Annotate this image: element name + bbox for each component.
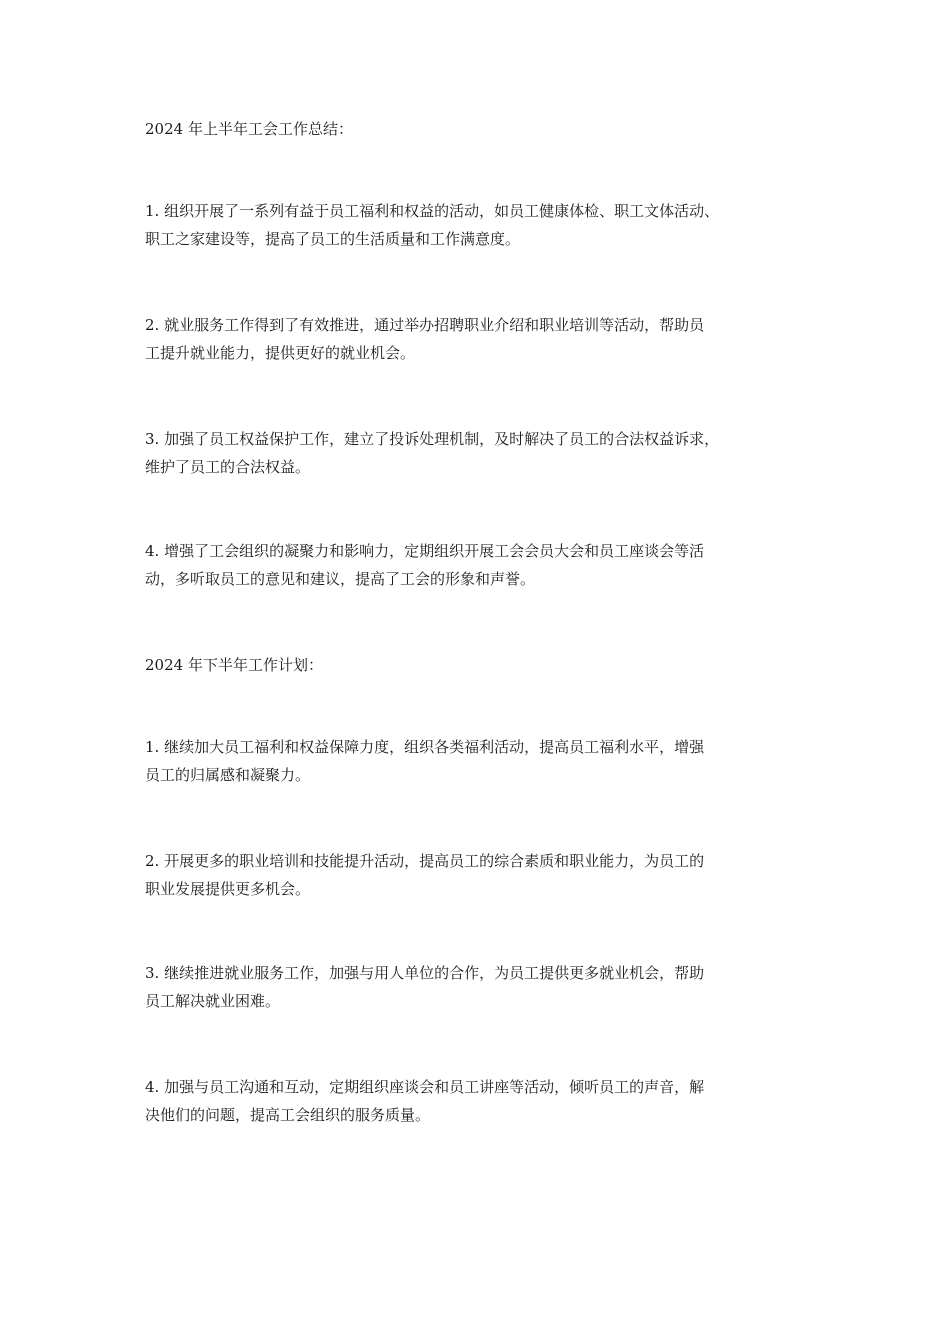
plan-item-3 xyxy=(145,959,704,1015)
paragraph-line: 3. 继续推进就业服务工作，加强与用人单位的合作，为员工提供更多就业机会，帮助 xyxy=(145,964,705,982)
paragraph-line: 员工的归属感和凝聚力。 xyxy=(145,766,311,784)
paragraph-line: 4. 增强了工会组织的凝聚力和影响力，定期组织开展工会会员大会和员工座谈会等活 xyxy=(145,542,705,560)
plan-item-2 xyxy=(145,847,704,903)
summary-item-4 xyxy=(145,537,704,593)
heading-text: 2024 年下半年工作计划： xyxy=(145,656,323,674)
plan-item-4 xyxy=(145,1073,704,1129)
section-heading-second-half-plan xyxy=(145,651,323,679)
paragraph-line: 维护了员工的合法权益。 xyxy=(145,458,311,476)
paragraph-line: 职业发展提供更多机会。 xyxy=(145,880,311,898)
paragraph-line: 2. 就业服务工作得到了有效推进，通过举办招聘职业介绍和职业培训等活动，帮助员 xyxy=(145,316,705,334)
summary-item-3 xyxy=(145,425,719,481)
paragraph-line: 4. 加强与员工沟通和互动，定期组织座谈会和员工讲座等活动，倾听员工的声音，解 xyxy=(145,1078,705,1096)
paragraph-line: 1. 组织开展了一系列有益于员工福利和权益的活动，如员工健康体检、职工文体活动、 xyxy=(145,202,720,220)
heading-text: 2024 年上半年工会工作总结： xyxy=(145,120,353,138)
paragraph-line: 决他们的问题，提高工会组织的服务质量。 xyxy=(145,1106,431,1124)
paragraph-line: 工提升就业能力，提供更好的就业机会。 xyxy=(145,344,416,362)
paragraph-line: 3. 加强了员工权益保护工作，建立了投诉处理机制，及时解决了员工的合法权益诉求， xyxy=(145,430,720,448)
paragraph-line: 职工之家建设等，提高了员工的生活质量和工作满意度。 xyxy=(145,230,521,248)
plan-item-1 xyxy=(145,733,704,789)
paragraph-line: 1. 继续加大员工福利和权益保障力度，组织各类福利活动，提高员工福利水平，增强 xyxy=(145,738,705,756)
summary-item-2 xyxy=(145,311,704,367)
paragraph-line: 动，多听取员工的意见和建议，提高了工会的形象和声誉。 xyxy=(145,570,536,588)
paragraph-line: 2. 开展更多的职业培训和技能提升活动，提高员工的综合素质和职业能力，为员工的 xyxy=(145,852,705,870)
summary-item-1 xyxy=(145,197,719,253)
paragraph-line: 员工解决就业困难。 xyxy=(145,992,281,1010)
section-heading-first-half-summary xyxy=(145,115,353,143)
